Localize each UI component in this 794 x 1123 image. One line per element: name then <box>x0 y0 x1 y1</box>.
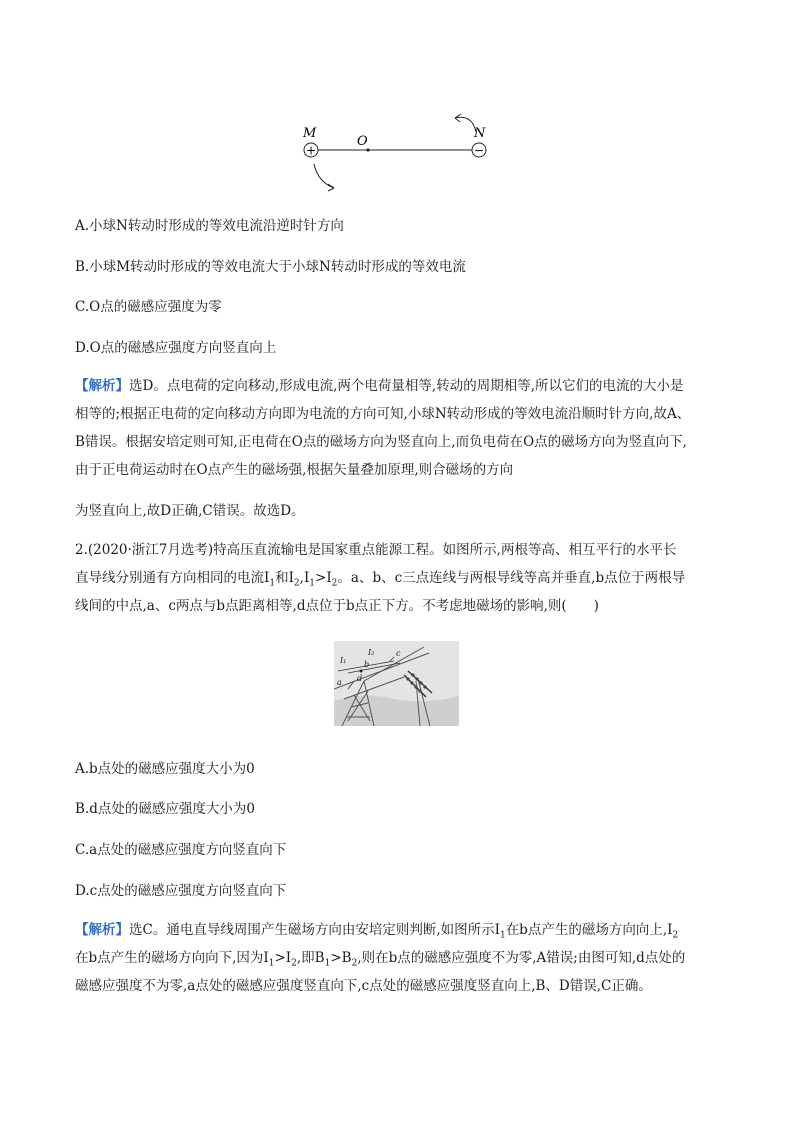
stem-text: 。a、b、c三点连线与两根导线等高并垂直,b点位于两根导 <box>337 570 686 586</box>
q2-stem-line-3: 线间的中点,a、c两点与b点距离相等,d点位于b点正下方。不考虑地磁场的影响,则( ) <box>75 598 599 614</box>
label-n: N <box>474 126 486 141</box>
subscript: 1 <box>309 578 316 589</box>
charge-rotation-diagram <box>290 108 510 198</box>
plus-sign: + <box>305 143 317 158</box>
tower-drawing <box>334 641 459 726</box>
subscript: 2 <box>291 958 297 969</box>
analysis-text: ,则在b点的磁感应强度不为零,A错误;由图可知,d点处的 <box>357 950 686 966</box>
transmission-tower-photo <box>334 641 459 726</box>
stem-text: 和I <box>275 570 294 586</box>
q1-option-c: C.O点的磁感应强度为零 <box>75 299 222 315</box>
analysis-text: >I <box>274 950 292 966</box>
analysis-text: 在b点产生的磁场方向向下,因为I <box>75 950 269 966</box>
photo-label-a: a <box>337 678 342 687</box>
q2-analysis-line-3: 磁感应强度不为零,a点处的磁感应强度竖直向下,c点处的磁感应强度竖直向上,B、D错误,C正确。 <box>75 978 652 994</box>
photo-label-i1: I₁ <box>340 656 347 665</box>
q2-option-a: A.b点处的磁感应强度大小为0 <box>75 761 255 777</box>
subscript: 2 <box>331 578 338 589</box>
q1-analysis-line-2: 相等的;根据正电荷的定向移动方向即为电流的方向可知,小球N转动形成的等效电流沿顺时针方向,故A、 <box>75 406 691 422</box>
q2-stem-line-1: 2.(2020·浙江7月选考)特高压直流输电是国家重点能源工程。如图所示,两根等高、相互平行的水平长 <box>75 542 677 558</box>
q2-analysis-line-1 <box>75 920 678 940</box>
q2-option-c: C.a点处的磁感应强度方向竖直向下 <box>75 842 287 858</box>
label-o: O <box>357 134 368 149</box>
q1-option-b: B.小球M转动时形成的等效电流大于小球N转动时形成的等效电流 <box>75 259 466 275</box>
analysis-text: 选C。通电直导线周围产生磁场方向由安培定则判断,如图所示I <box>129 922 500 938</box>
subscript: 1 <box>269 578 276 589</box>
stem-text: ,I <box>299 570 310 586</box>
stem-text: 直导线分别通有方向相同的电流I <box>75 570 270 586</box>
q1-analysis-line-1 <box>75 376 684 396</box>
q1-option-d: D.O点的磁感应强度方向竖直向上 <box>75 340 277 356</box>
q1-analysis-line-3: B错误。根据安培定则可知,正电荷在O点的磁场方向为竖直向上,而负电荷在O点的磁场方向为竖直向下, <box>75 434 687 450</box>
analysis-text: ,即B <box>296 950 325 966</box>
photo-label-i2: I₂ <box>368 648 375 657</box>
subscript: 2 <box>293 578 300 589</box>
subscript: 1 <box>499 930 506 941</box>
subscript: 1 <box>268 958 275 969</box>
q1-analysis-text-1: 选D。点电荷的定向移动,形成电流,两个电荷量相等,转动的周期相等,所以它们的电流的大小是 <box>129 378 684 394</box>
rotation-arrow-m <box>314 164 334 188</box>
arrowhead-n <box>455 114 461 122</box>
photo-label-d: d <box>357 674 363 683</box>
q2-stem-line-2 <box>75 568 685 588</box>
arrowhead-m <box>328 184 334 191</box>
subscript: 2 <box>672 930 679 941</box>
q1-option-a: A.小球N转动时形成的等效电流沿逆时针方向 <box>75 218 344 234</box>
rotation-arrow-n <box>455 117 476 132</box>
analysis-text: >B <box>330 950 352 966</box>
q1-analysis-line-4: 由于正电荷运动时在O点产生的磁场强,根据矢量叠加原理,则合磁场的方向 <box>75 462 514 478</box>
q2-option-b: B.d点处的磁感应强度大小为0 <box>75 801 255 817</box>
analysis-tag: 【解析】 <box>75 378 129 394</box>
photo-label-b: b <box>364 660 370 669</box>
q1-analysis-line-5: 为竖直向上,故D正确,C错误。故选D。 <box>75 503 305 519</box>
subscript: 1 <box>324 958 331 969</box>
analysis-text: 在b点产生的磁场方向向上,I <box>505 922 673 938</box>
label-m: M <box>303 126 317 141</box>
subscript: 2 <box>351 958 358 969</box>
q2-analysis-line-2 <box>75 948 685 968</box>
photo-label-c: c <box>396 649 401 658</box>
stem-text: >I <box>315 570 332 586</box>
q2-option-d: D.c点处的磁感应强度方向竖直向下 <box>75 883 287 899</box>
analysis-tag: 【解析】 <box>75 922 129 938</box>
minus-sign: − <box>473 143 485 158</box>
